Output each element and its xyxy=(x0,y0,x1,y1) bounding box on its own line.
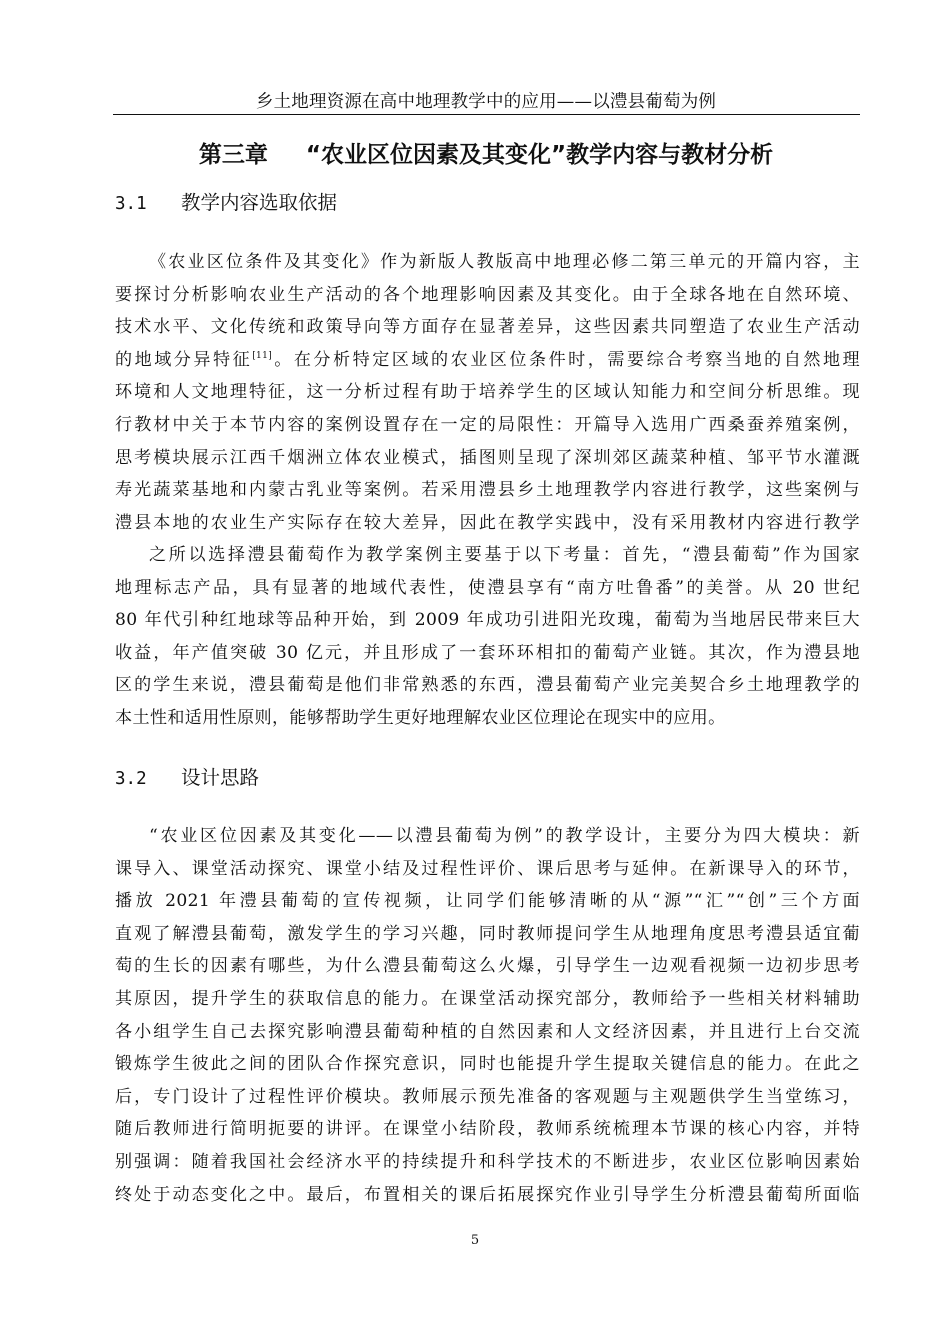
text-segment: 的地域分异特征 xyxy=(115,349,253,370)
text-line: 思考模块展示江西千烟洲立体农业模式，插图则呈现了深圳郊区蔬菜种植、邹平节水灌溉 xyxy=(115,447,860,468)
text-line: 终处于动态变化之中。最后，布置相关的课后拓展探究作业引导学生分析澧县葡萄所面临 xyxy=(115,1184,860,1205)
text-segment: 。在分析特定区域的农业区位条件时，需要综合考察当地的自然地理 xyxy=(272,349,860,370)
text-line: 本土性和适用性原则，能够帮助学生更好地理解农业区位理论在现实中的应用。 xyxy=(115,707,726,728)
text-line: 其原因，提升学生的获取信息的能力。在课堂活动探究部分，教师给予一些相关材料辅助 xyxy=(115,988,860,1009)
section-3-1-paragraph-2 xyxy=(115,539,860,735)
text-line: 《农业区位条件及其变化》作为新版人教版高中地理必修二第三单元的开篇内容，主 xyxy=(149,252,860,272)
text-line: 随后教师进行简明扼要的讲评。在课堂小结阶段，教师系统梳理本节课的核心内容，并特 xyxy=(115,1119,860,1140)
section-3-1-paragraph-1 xyxy=(115,246,860,539)
text-line: 之所以选择澧县葡萄作为教学案例主要基于以下考量：首先，“澧县葡萄”作为国家 xyxy=(149,545,860,565)
text-line: 技术水平、文化传统和政策导向等方面存在显著差异，这些因素共同塑造了农业生产活动 xyxy=(115,317,860,338)
text-line: 行教材中关于本节内容的案例设置存在一定的局限性：开篇导入选用广西桑蚕养殖案例， xyxy=(115,414,860,435)
text-line: 后，专门设计了过程性评价模块。教师展示预先准备的客观题与主观题供学生当堂练习， xyxy=(115,1086,860,1107)
text-line: 寿光蔬菜基地和内蒙古乳业等案例。若采用澧县乡土地理教学内容进行教学，这些案例与 xyxy=(115,480,860,501)
text-line: “农业区位因素及其变化——以澧县葡萄为例”的教学设计，主要分为四大模块：新 xyxy=(149,826,860,846)
text-line: 播放 2021 年澧县葡萄的宣传视频，让同学们能够清晰的从“源”“汇”“创”三个方面 xyxy=(115,891,860,912)
citation-marker: [11] xyxy=(252,350,273,361)
section-heading-3-1 xyxy=(115,189,337,218)
section-number: 3.1 xyxy=(115,194,147,214)
text-line: 澧县本地的农业生产实际存在较大差异，因此在教学实践中，没有采用教材内容进行教学 xyxy=(115,512,860,533)
section-title: 设计思路 xyxy=(181,766,260,789)
chapter-title xyxy=(113,139,859,171)
section-title: 教学内容选取依据 xyxy=(181,191,338,214)
text-line: 环境和人文地理特征，这一分析过程有助于培养学生的区域认知能力和空间分析思维。现 xyxy=(115,382,860,403)
page-number: 5 xyxy=(470,1233,480,1248)
chapter-number: 第三章 xyxy=(198,142,268,168)
text-line: 区的学生来说，澧县葡萄是他们非常熟悉的东西，澧县葡萄产业完美契合乡土地理教学的 xyxy=(115,675,860,696)
text-line: 直观了解澧县葡萄，激发学生的学习兴趣，同时教师提问学生从地理角度思考澧县适宜葡 xyxy=(115,923,860,944)
text-line: 别强调：随着我国社会经济水平的持续提升和科学技术的不断进步，农业区位影响因素始 xyxy=(115,1151,860,1172)
header-rule xyxy=(113,114,860,115)
text-line: 要探讨分析影响农业生产活动的各个地理影响因素及其变化。由于全球各地在自然环境、 xyxy=(115,284,860,305)
text-line: 课导入、课堂活动探究、课堂小结及过程性评价、课后思考与延伸。在新课导入的环节， xyxy=(115,858,860,879)
text-line xyxy=(115,344,860,377)
section-3-2-paragraph-1 xyxy=(115,820,860,1211)
chapter-title-text: “农业区位因素及其变化”教学内容与教材分析 xyxy=(305,142,774,168)
text-line: 萄的生长的因素有哪些，为什么澧县葡萄这么火爆，引导学生一边观看视频一边初步思考 xyxy=(115,956,860,977)
section-heading-3-2 xyxy=(115,764,259,793)
section-number: 3.2 xyxy=(115,769,147,789)
text-line: 各小组学生自己去探究影响澧县葡萄种植的自然因素和人文经济因素，并且进行上台交流 xyxy=(115,1021,860,1042)
running-header: 乡土地理资源在高中地理教学中的应用——以澧县葡萄为例 xyxy=(255,92,717,112)
text-line: 地理标志产品，具有显著的地域代表性，使澧县享有“南方吐鲁番”的美誉。从 20 世纪 xyxy=(115,577,860,598)
text-line: 收益，年产值突破 30 亿元，并且形成了一套环环相扣的葡萄产业链。其次，作为澧县地 xyxy=(115,642,860,663)
text-line: 80 年代引种红地球等品种开始，到 2009 年成功引进阳光玫瑰，葡萄为当地居民带来巨大 xyxy=(115,610,860,631)
text-line: 锻炼学生彼此之间的团队合作探究意识，同时也能提升学生提取关键信息的能力。在此之 xyxy=(115,1054,860,1075)
